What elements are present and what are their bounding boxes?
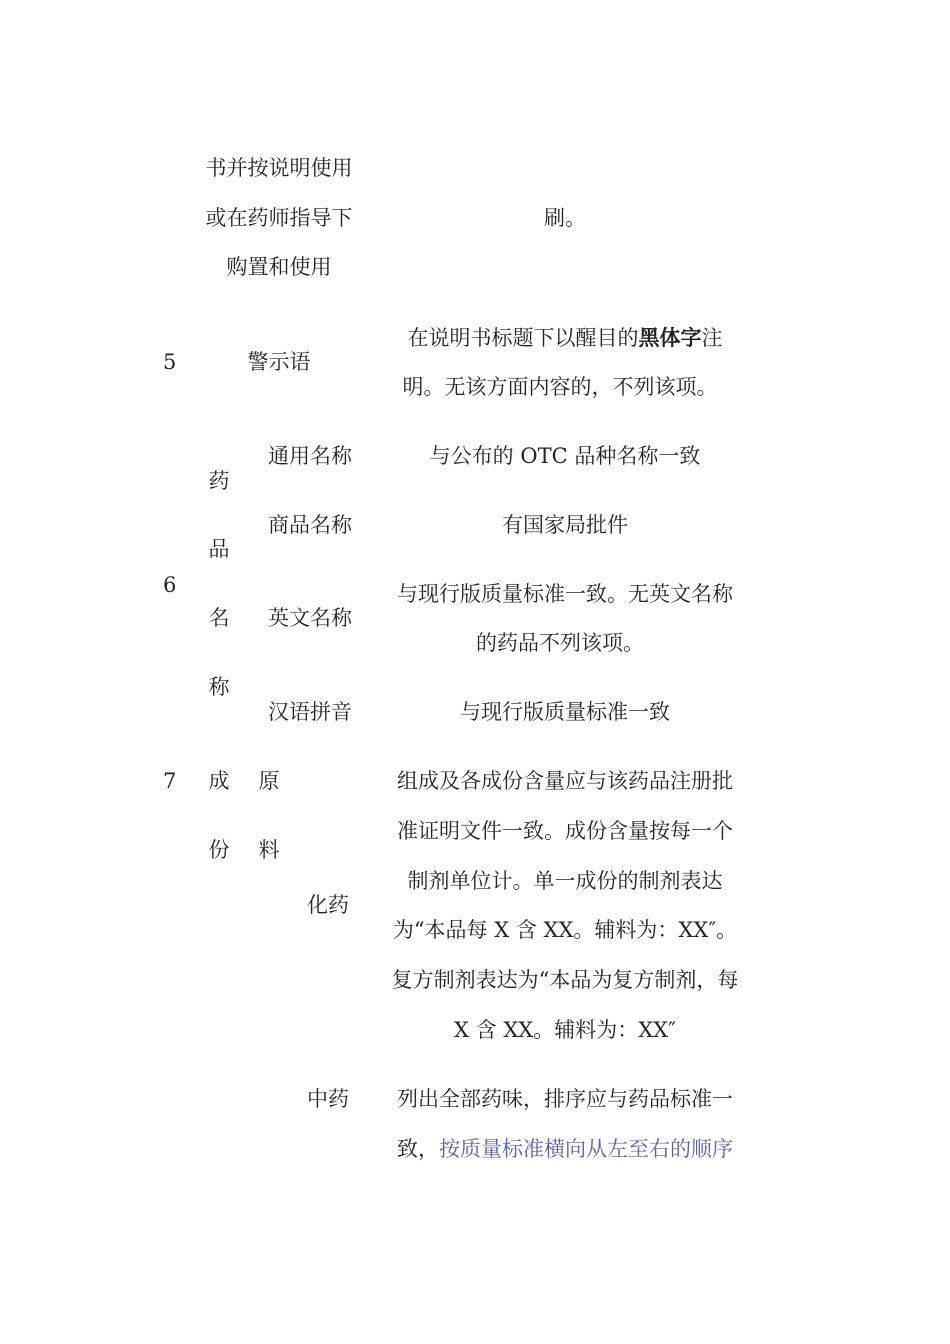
row7-subgroup-char-2: 料 [258, 838, 280, 862]
row7-chem-name: 化药 [307, 893, 349, 917]
row7-group-char-2: 份 [208, 838, 230, 862]
row7-number: 7 [163, 769, 177, 793]
row6-sub-req: 的药品不列该项。 [476, 631, 644, 655]
row7-chem-req-line: 组成及各成份含量应与该药品注册批 [397, 769, 733, 793]
row7-chem-req-line: 准证明文件一致。成份含量按每一个 [397, 819, 733, 843]
row6-sub-name: 英文名称 [268, 606, 352, 630]
row6-sub-req: 与现行版质量标准一致。无英文名称 [397, 582, 733, 606]
row6-sub-req: 与公布的 OTC 品种名称一致 [429, 444, 701, 468]
row6-group-char-1: 药 [208, 469, 230, 493]
row7-chem-req-line: X 含 XX。辅料为：XX″ [454, 1018, 676, 1042]
row6-sub-name: 通用名称 [268, 444, 352, 468]
prev-item-line-3: 购置和使用 [226, 255, 332, 279]
row5-req-line-1: 在说明书标题下以醒目的黑体字注 [407, 325, 723, 350]
prev-item-line-2: 或在药师指导下 [205, 206, 353, 230]
row6-sub-req: 有国家局批件 [502, 513, 628, 537]
row7-chem-req-line: 制剂单位计。单一成份的制剂表达 [407, 869, 723, 893]
row5-item: 警示语 [247, 350, 311, 374]
row6-sub-name: 汉语拼音 [268, 700, 352, 724]
tcm-order-note: 按质量标准横向从左至右的顺序 [439, 1137, 733, 1161]
row6-sub-name: 商品名称 [268, 513, 352, 537]
row7-tcm-req-line-2: 致，按质量标准横向从左至右的顺序 [397, 1137, 733, 1161]
prev-item-line-1: 书并按说明使用 [205, 156, 353, 180]
row5-req-line-2: 明。无该方面内容的，不列该项。 [402, 375, 718, 399]
row6-sub-req: 与现行版质量标准一致 [460, 700, 670, 724]
row7-group-char-1: 成 [208, 769, 230, 793]
row5-number: 5 [163, 350, 177, 374]
row7-tcm-req-line-1: 列出全部药味，排序应与药品标准一 [397, 1087, 733, 1111]
prev-requirement: 刷。 [544, 206, 586, 230]
row6-number: 6 [163, 573, 177, 597]
row6-group-char-2: 品 [208, 537, 230, 561]
row7-chem-req-line: 为“本品每 X 含 XX。辅料为：XX″。 [392, 918, 738, 942]
row6-group-char-3: 名 [208, 606, 230, 630]
row7-subgroup-char-1: 原 [258, 769, 280, 793]
row6-group-char-4: 称 [208, 675, 230, 699]
row7-chem-req-line: 复方制剂表达为“本品为复方制剂，每 [391, 968, 739, 992]
row7-tcm-name: 中药 [307, 1087, 349, 1111]
